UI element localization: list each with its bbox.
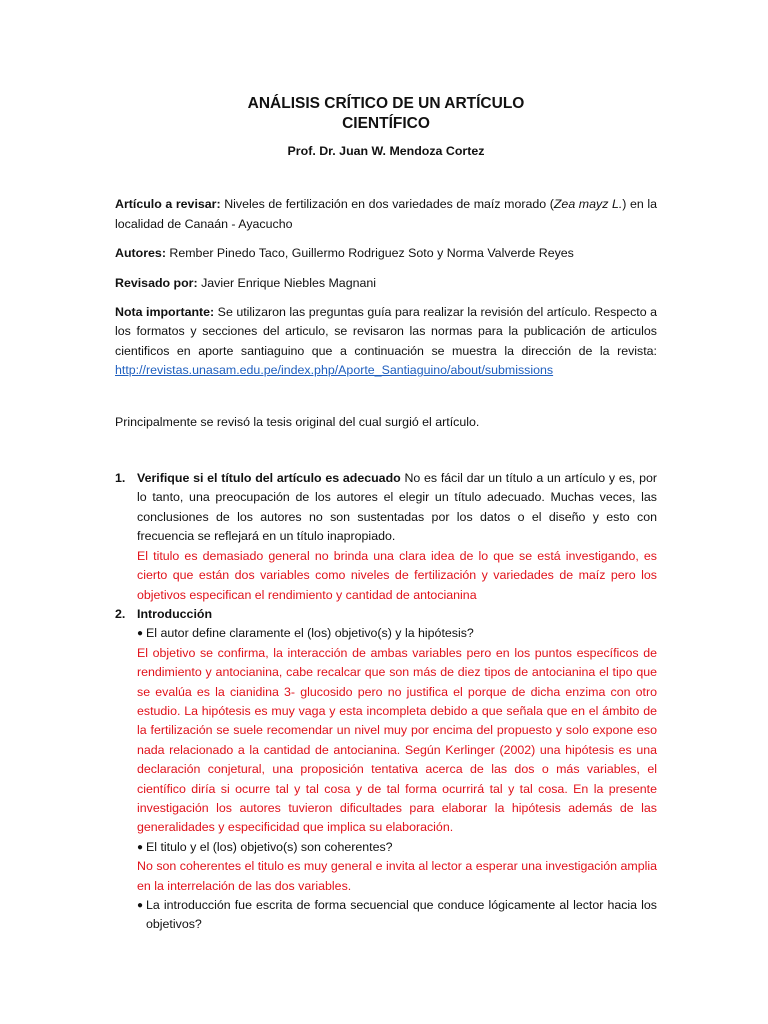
bullet-icon: ● (137, 900, 144, 911)
section-2 (115, 605, 657, 935)
answer-2-2: No son coherentes el titulo es muy general e invita al lector a esperar una investigación amplia en la interrelación de las dos variables. (137, 859, 657, 893)
question-2-1 (137, 624, 657, 643)
answer-2-1: El objetivo se confirma, la interacción de ambas variables pero en los puntos específicos de rendimiento y antocianina, cabe recalcar que son más de diez tipos de antocianina el tipo que se evalúa es la cianidina 3- glucosido pero no justifica el porque de dicha enzima con otro estudio. La hipótesis es muy vaga y esta incompleta debido a que señala que en el ámbito de la fertilización se suele recomendar un nivel muy por encima del propuesto y solo expone eso nada relacionado a la cantidad de antocianina. Según Kerlinger (2002) una hipótesis es una declaración conjetural, una proposición tentativa acerca de las dos o más variables, el científico diría si ocurre tal y tal cosa y de tal forma ocurrirá tal y tal cosa. En la presente investigación los autores tuvieron dificultades para elaborar la hipótesis además de las generalidades y especificidad que implica su elaboración. (137, 645, 657, 835)
section-2-heading: Introducción (137, 606, 213, 621)
question-2-3 (137, 896, 657, 935)
article-scientific-name: Zea mayz L. (553, 197, 623, 212)
document-author: Prof. Dr. Juan W. Mendoza Cortez (287, 144, 485, 158)
question-2-3-text: La introducción fue escrita de forma secuencial que conduce lógicamente al lector hacia los objetivos? (146, 898, 657, 932)
bullet-icon: ● (137, 841, 144, 853)
section-2-heading-line (137, 605, 657, 624)
reviewer-name: Javier Enrique Niebles Magnani (197, 275, 377, 290)
note-paragraph (115, 303, 657, 381)
document-body (115, 94, 657, 935)
note-text: Se utilizaron las preguntas guía para realizar la revisión del artículo. Respecto a los formatos y secciones del articulo, se revisaron las normas para la publicación de articulos cientificos en aporte santiaguino que a continuación se muestra la dirección de la revista: (115, 305, 657, 358)
article-title-end: ) en la localidad de Canaán - Ayacucho (115, 197, 657, 231)
section-1-heading: Verifique si el título del artículo es adecuado (137, 471, 401, 486)
section-2-number-label: 2. (115, 606, 126, 621)
question-2-1-text: El autor define claramente el (los) objetivo(s) y la hipótesis? (146, 626, 474, 641)
authors-line (115, 244, 657, 263)
article-title-start: Niveles de fertilización en dos variedades de maíz morado ( (220, 197, 554, 212)
section-1-body: No es fácil dar un título a un artículo y es, por lo tanto, una preocupación de los autores el elegir un título adecuado. Muchas veces, las conclusiones de los autores no son sustentadas por los datos o el diseño y esto con frecuencia se reflejará en un título inapropiado. (137, 471, 658, 544)
bullet-icon: ● (137, 628, 144, 640)
question-2-2 (137, 838, 657, 857)
authors-label: Autores: (115, 246, 166, 261)
section-1-number: 1. (115, 471, 126, 486)
document-title-line-2: CIENTÍFICO (342, 115, 430, 132)
article-line (115, 195, 657, 234)
section-1-answer: El titulo es demasiado general no brinda una clara idea de lo que se está investigando, es cierto que están dos variables como niveles de fertilización y variedades de maíz pero los objetivos especifican el rendimiento y cantidad de antocianina (137, 548, 657, 602)
reviewer-line (115, 274, 657, 293)
article-label: Artículo a revisar: (115, 197, 221, 212)
reviewer-label: Revisado por: (115, 275, 198, 290)
journal-link[interactable]: http://revistas.unasam.edu.pe/index.php/Aporte_Santiaguino/about/submissions (115, 363, 554, 378)
note-label: Nota importante: (115, 305, 215, 320)
question-2-2-text: El titulo y el (los) objetivo(s) son coherentes? (146, 839, 393, 854)
section-1-question (137, 469, 657, 547)
section-1 (115, 469, 657, 605)
document-title-line-1: ANÁLISIS CRÍTICO DE UN ARTÍCULO (247, 95, 525, 112)
authors-names: Rember Pinedo Taco, Guillermo Rodriguez Soto y Norma Valverde Reyes (165, 246, 574, 261)
principal-note: Principalmente se revisó la tesis original del cual surgió el artículo. (115, 414, 480, 429)
